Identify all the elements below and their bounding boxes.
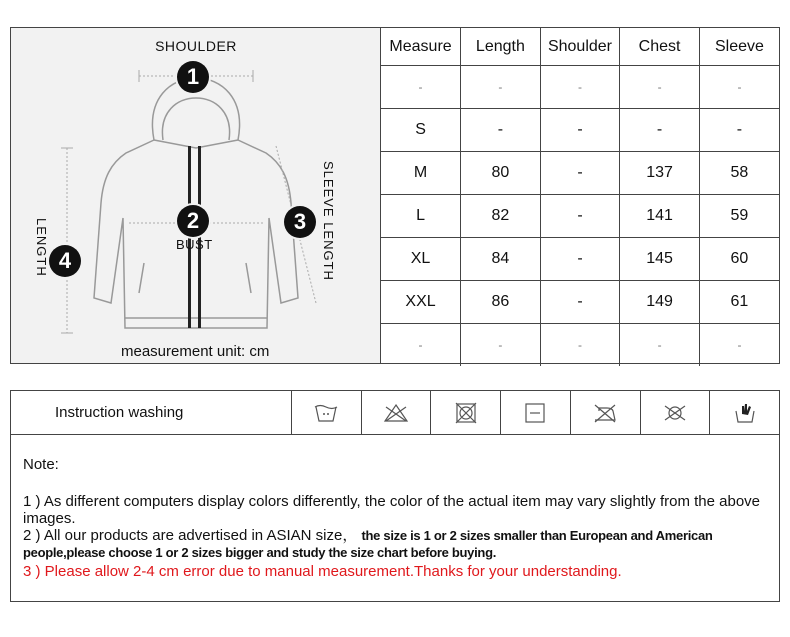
table-cell: 61: [699, 281, 779, 324]
table-cell: -: [540, 66, 620, 109]
dry-flat-icon: [522, 402, 548, 424]
care-cell: [361, 391, 431, 435]
do-not-dry-clean-icon: [662, 402, 688, 424]
table-cell: 84: [461, 238, 541, 281]
care-cell: [640, 391, 710, 435]
length-label: LENGTH: [34, 218, 49, 277]
table-row: [381, 238, 779, 281]
note-size-chart-advice: the size is 1 or 2 sizes smaller than European and American people,please choose 1 or 2 sizes bigger and study the size chart before buying.: [23, 528, 713, 560]
table-cell: -: [620, 109, 700, 152]
table-cell: -: [540, 281, 620, 324]
note-size-advice: [23, 527, 767, 561]
table-cell: -: [540, 152, 620, 195]
table-cell: -: [381, 324, 461, 367]
size-chart-panel: [10, 27, 780, 364]
care-instructions-strip: [10, 390, 780, 435]
table-row: [381, 324, 779, 367]
note-color-disclaimer: 1 ) As different computers display colors differently, the color of the actual item may vary slightly from the above images.: [23, 493, 761, 527]
table-cell: -: [540, 324, 620, 367]
note-measurement-error: 3 ) Please allow 2-4 cm error due to manual measurement.Thanks for your understanding.: [23, 563, 622, 580]
length-marker: 4: [49, 245, 81, 277]
table-cell: XL: [381, 238, 461, 281]
table-cell: 86: [461, 281, 541, 324]
size-table-header: [381, 28, 779, 66]
table-cell: 137: [620, 152, 700, 195]
care-cell: [501, 391, 571, 435]
hand-wash-30-icon: [313, 402, 339, 424]
care-cell: [431, 391, 501, 435]
measurement-unit-label: measurement unit: cm: [121, 343, 270, 360]
table-cell: -: [540, 109, 620, 152]
note-title: Note:: [23, 456, 59, 473]
table-cell: 80: [461, 152, 541, 195]
notes-section: [10, 434, 780, 602]
table-cell: L: [381, 195, 461, 238]
do-not-iron-icon: [592, 402, 618, 424]
table-cell: 60: [699, 238, 779, 281]
table-row: [381, 281, 779, 324]
sleeve-length-label: SLEEVE LENGTH: [321, 161, 336, 281]
table-cell: XXL: [381, 281, 461, 324]
do-not-bleach-icon: [383, 402, 409, 424]
care-cell: [710, 391, 780, 435]
shoulder-marker: 1: [177, 61, 209, 93]
table-row: [381, 109, 779, 152]
hand-wash-icon: [732, 402, 758, 424]
column-header: Sleeve: [699, 28, 779, 66]
care-cell: [570, 391, 640, 435]
care-cell: [292, 391, 362, 435]
jacket-diagram: [11, 28, 381, 363]
table-cell: M: [381, 152, 461, 195]
table-cell: -: [699, 109, 779, 152]
table-cell: -: [461, 324, 541, 367]
bust-label: BUST: [176, 237, 213, 252]
table-cell: -: [699, 324, 779, 367]
sleeve-marker: 3: [284, 206, 316, 238]
table-cell: -: [620, 66, 700, 109]
table-cell: -: [540, 195, 620, 238]
table-cell: -: [699, 66, 779, 109]
do-not-tumble-dry-icon: [453, 402, 479, 424]
table-cell: -: [461, 109, 541, 152]
table-cell: 82: [461, 195, 541, 238]
table-cell: -: [461, 66, 541, 109]
column-header: Chest: [620, 28, 700, 66]
table-cell: 59: [699, 195, 779, 238]
table-cell: 145: [620, 238, 700, 281]
table-cell: -: [540, 238, 620, 281]
table-cell: 141: [620, 195, 700, 238]
column-header: Measure: [381, 28, 461, 66]
table-row: [381, 66, 779, 109]
table-cell: -: [381, 66, 461, 109]
note-asian-size: 2 ) All our products are advertised in ASIAN size，: [23, 527, 358, 544]
column-header: Shoulder: [540, 28, 620, 66]
table-cell: 58: [699, 152, 779, 195]
shoulder-label: SHOULDER: [155, 38, 237, 54]
table-row: [381, 195, 779, 238]
size-table: [381, 28, 779, 366]
column-header: Length: [461, 28, 541, 66]
table-cell: -: [620, 324, 700, 367]
table-cell: 149: [620, 281, 700, 324]
table-row: [381, 152, 779, 195]
bust-marker: 2: [177, 205, 209, 237]
table-cell: S: [381, 109, 461, 152]
instruction-washing-label: Instruction washing: [11, 391, 292, 435]
